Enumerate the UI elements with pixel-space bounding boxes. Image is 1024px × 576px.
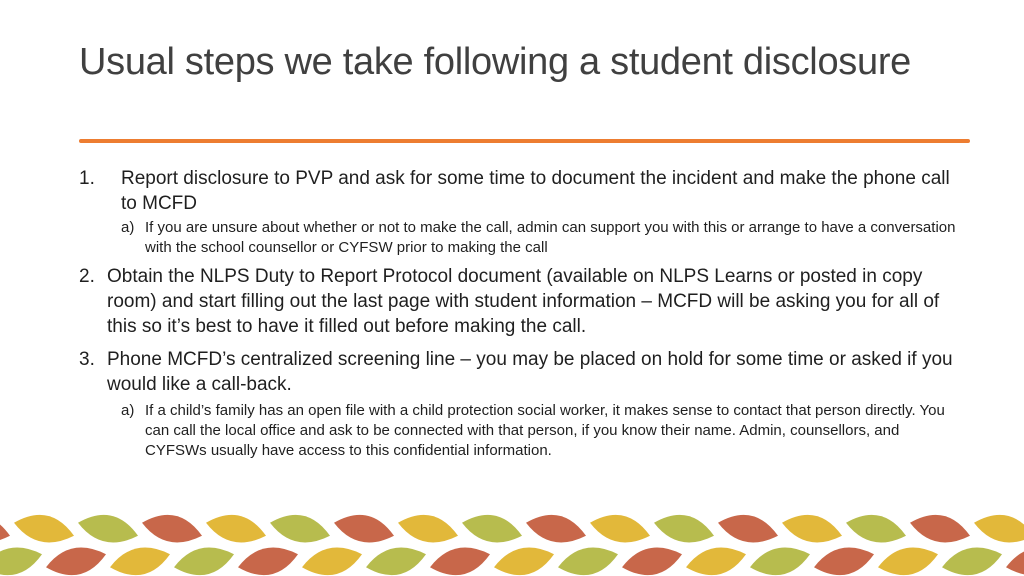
step-1a-text: If you are unsure about whether or not to make the call, admin can support you with this or arrange to have a conversation with the school counsellor or CYFSW prior to making the call xyxy=(145,219,956,256)
steps-list xyxy=(79,166,959,467)
step-2 xyxy=(79,264,959,339)
step-2-text: Obtain the NLPS Duty to Report Protocol document (available on NLPS Learns or posted in copy room) and start filling out the last page with student information – MCFD will be asking you for all of this so it’s best to have it filled out before making the call. xyxy=(107,266,940,337)
step-2-number: 2. xyxy=(79,266,95,287)
step-1a-letter: a) xyxy=(121,219,135,236)
slide-title: Usual steps we take following a student disclosure xyxy=(79,41,912,83)
step-1 xyxy=(79,166,959,216)
step-3 xyxy=(79,347,959,397)
step-1-text: Report disclosure to PVP and ask for some time to document the incident and make the phone call to MCFD xyxy=(121,168,950,214)
step-1-number: 1. xyxy=(79,168,95,189)
step-3-number: 3. xyxy=(79,349,95,370)
step-1a xyxy=(121,218,959,258)
step-3a xyxy=(121,401,959,461)
decorative-leaf-pattern xyxy=(0,510,1024,576)
step-3a-text: If a child’s family has an open file with a child protection social worker, it makes sense to contact that person directly. You can call the local office and ask to be connected with that person, if you know their name. Admin, counsellors, and CYFSWs usually have access to this confidential information. xyxy=(145,402,945,459)
title-divider xyxy=(79,139,970,143)
step-3a-letter: a) xyxy=(121,402,135,419)
step-3-text: Phone MCFD’s centralized screening line – you may be placed on hold for some time or asked if you would like a call-back. xyxy=(107,349,953,395)
